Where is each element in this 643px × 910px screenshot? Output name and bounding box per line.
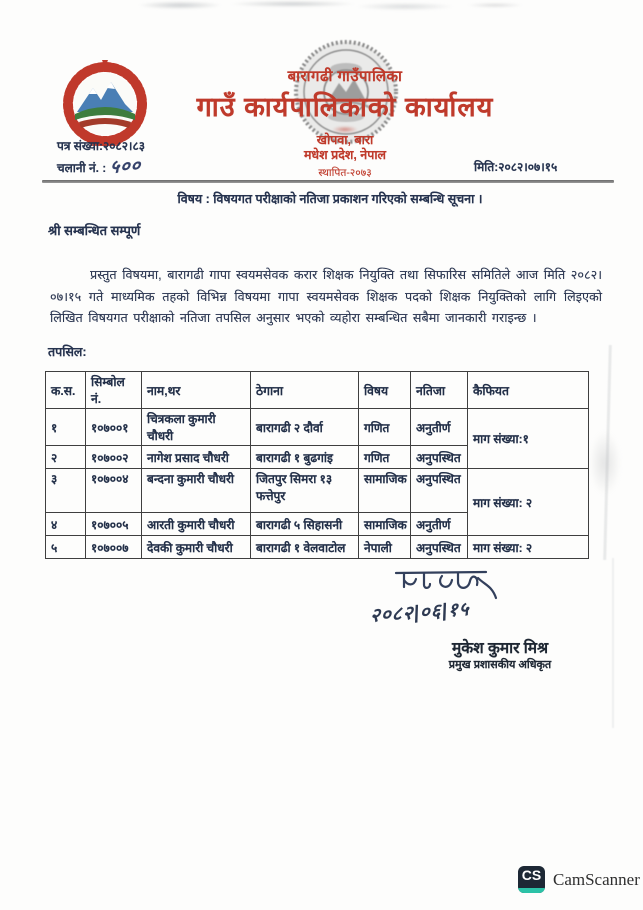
signature-handwritten-date: २०८२|०६|१५ xyxy=(369,598,470,627)
cell-remarks: माग संख्या: २ xyxy=(468,469,589,536)
cell-serial: २ xyxy=(46,446,86,469)
letter-number: पत्र संख्या:२०८२।८३ xyxy=(57,139,145,153)
cell-name: नागेश प्रसाद चौधरी xyxy=(142,446,251,469)
chalani-handwritten-value: ५०० xyxy=(108,155,142,177)
col-subject: विषय xyxy=(359,372,411,409)
cell-serial: १ xyxy=(46,409,86,446)
cell-symbol: १०७००५ xyxy=(86,513,142,536)
cell-subject: गणित xyxy=(359,446,411,469)
cell-result: अनुपस्थित xyxy=(411,536,468,559)
body-paragraph: प्रस्तुत विषयमा, बारागढी गापा स्वयमसेवक करार शिक्षक नियुक्ति तथा सिफारिस समितिले आज मिति २०८२।०७।१५ गते माध्यमिक तहको विभिन्न विषयमा गापा स्वयमसेवक शिक्षक पदको शिक्षक नियुक्तिको लागि लिइएको लिखित विषयगत परीक्षाको नतिजा तपसिल अनुसार भएको व्यहोरा सम्बन्धित सबैमा जानकारी गराइन्छ । xyxy=(50,268,602,325)
signatory-name: मुकेश कुमार मिश्र xyxy=(451,640,549,657)
cell-serial: ४ xyxy=(46,513,86,536)
scan-smudge-top xyxy=(90,0,540,13)
cell-address: जितपुर सिमरा १३ फत्तेपुर xyxy=(251,469,359,513)
chalani-label: चलानी नं. : xyxy=(57,161,107,175)
cell-remarks: माग संख्या: २ xyxy=(468,536,589,559)
table-row xyxy=(46,469,589,513)
cell-symbol: १०७००२ xyxy=(86,446,142,469)
address-line-1: खोपवा, बारा xyxy=(316,133,374,147)
reference-block xyxy=(57,136,145,178)
scan-streak xyxy=(612,558,614,728)
salutation: श्री सम्बन्धित सम्पूर्ण xyxy=(48,223,141,238)
tapasil-label: तपसिल: xyxy=(48,345,87,359)
municipality-name: बारागढी गाउँपालिका xyxy=(287,68,403,85)
cell-remarks: माग संख्या:१ xyxy=(468,409,589,469)
cell-symbol: १०७००७ xyxy=(86,536,142,559)
address-line-2: मधेश प्रदेश, नेपाल xyxy=(303,148,387,162)
chalani-line xyxy=(57,156,145,178)
established-year: स्थापित-२०७३ xyxy=(318,167,372,179)
table-row xyxy=(46,536,589,559)
camscanner-icon-bar xyxy=(518,888,545,893)
col-serial: क.स. xyxy=(46,372,86,409)
scan-blotch xyxy=(588,428,622,498)
cell-result: अनुतीर्ण xyxy=(411,409,468,446)
cell-name: देवकी कुमारी चौधरी xyxy=(142,536,251,559)
cell-subject: नेपाली xyxy=(359,536,411,559)
cell-serial: ३ xyxy=(46,469,86,513)
cell-result: अनुपस्थित xyxy=(411,446,468,469)
cell-name: चित्रकला कुमारी चौधरी xyxy=(142,409,251,446)
office-name: गाउँ कार्यपालिकाको कार्यालय xyxy=(196,92,494,122)
cell-subject: गणित xyxy=(359,409,411,446)
cell-name: बन्दना कुमारी चौधरी xyxy=(142,469,251,513)
cell-address: बारागढी २ दौर्वा xyxy=(251,409,359,446)
col-symbol-no: सिम्बोल नं. xyxy=(86,372,142,409)
exam-results-table xyxy=(45,371,589,559)
table-header-row xyxy=(46,372,589,409)
camscanner-watermark xyxy=(518,866,640,893)
col-remarks: कैफियत xyxy=(468,372,589,409)
camscanner-icon xyxy=(518,866,545,893)
cell-serial: ५ xyxy=(46,536,86,559)
cell-result: अनुपस्थित xyxy=(411,469,468,513)
cell-name: आरती कुमारी चौधरी xyxy=(142,513,251,536)
cell-address: बारागढी १ बुढगांइ xyxy=(251,446,359,469)
col-address: ठेगाना xyxy=(251,372,359,409)
cell-address: बारागढी ५ सिहासनी xyxy=(251,513,359,536)
cell-result: अनुतीर्ण xyxy=(411,513,468,536)
header-divider xyxy=(42,180,614,183)
signatory-title: प्रमुख प्रशासकीय अधिकृत xyxy=(448,659,552,671)
col-result: नतिजा xyxy=(411,372,468,409)
cell-symbol: १०७००१ xyxy=(86,409,142,446)
illegible-red-text xyxy=(332,126,358,133)
cell-subject: सामाजिक xyxy=(359,513,411,536)
subject-line: विषय : विषयगत परीक्षाको नतिजा प्रकाशन गरिएको सम्बन्धि सूचना । xyxy=(177,192,483,206)
table-row xyxy=(46,409,589,446)
cell-symbol: १०७००४ xyxy=(86,469,142,513)
col-name: नाम,थर xyxy=(142,372,251,409)
cell-address: बारागढी १ वेलवाटोल xyxy=(251,536,359,559)
letter-date: मिति:२०८२।०७।१५ xyxy=(474,160,558,174)
camscanner-label: CamScanner xyxy=(553,869,640,889)
cell-subject: सामाजिक xyxy=(359,469,411,513)
camscanner-icon-text: CS xyxy=(521,867,542,883)
